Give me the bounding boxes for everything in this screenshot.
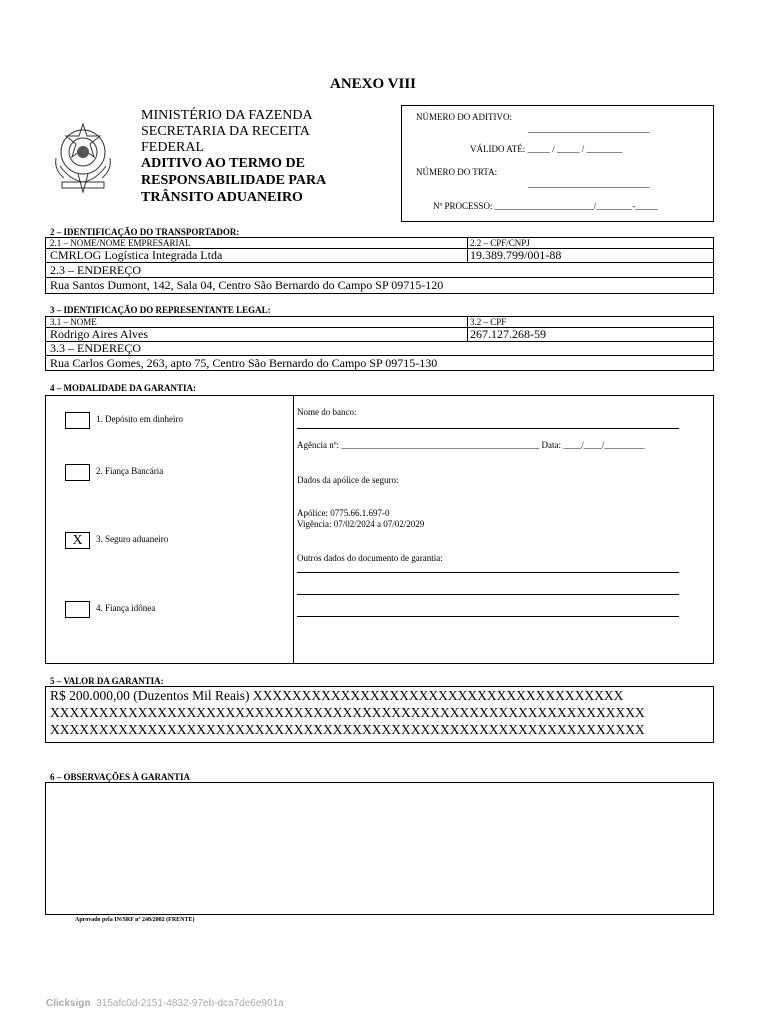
fianca-bancaria-label: 2. Fiança Bancária — [96, 466, 164, 476]
nome-banco-label: Nome do banco: — [297, 407, 357, 417]
seguro-aduaneiro-checkbox[interactable]: X — [65, 532, 90, 549]
section-5-title: 5 – VALOR DA GARANTIA: — [50, 676, 164, 686]
numero-trta-label: NÚMERO DO TRTA: — [416, 167, 498, 177]
numero-aditivo-field[interactable]: ___________________________ — [528, 124, 650, 134]
outros-line-3[interactable] — [297, 616, 679, 617]
garantia-box — [45, 395, 714, 664]
valido-ate-field[interactable]: VÁLIDO ATÉ: _____ / _____ / ________ — [470, 144, 623, 154]
representante-endereco-label: 3.3 – ENDEREÇO — [50, 342, 141, 355]
clicksign-brand: Clicksign — [46, 998, 91, 1009]
fianca-idonea-checkbox[interactable] — [65, 601, 90, 618]
outros-dados-label: Outros dados do documento de garantia: — [297, 553, 443, 563]
nome-empresarial-label: 2.1 – NOME/NOME EMPRESARIAL — [50, 238, 191, 248]
representante-table — [45, 316, 714, 371]
form-title-3: TRÂNSITO ADUANEIRO — [141, 190, 303, 205]
aditivo-info-box — [401, 105, 714, 222]
deposito-label: 1. Depósito em dinheiro — [96, 414, 183, 424]
fianca-idonea-label: 4. Fiança idônea — [96, 603, 156, 613]
valor-line-1: R$ 200.000,00 (Duzentos Mil Reais) XXXXXXXXXXXXXXXXXXXXXXXXXXXXXXXXXXXXXX — [50, 689, 624, 703]
section-4-title: 4 – MODALIDADE DA GARANTIA: — [50, 383, 197, 393]
secretariat-name-1: SECRETARIA DA RECEITA — [141, 124, 310, 139]
seguro-aduaneiro-label: 3. Seguro aduaneiro — [96, 534, 169, 544]
fianca-bancaria-checkbox[interactable] — [65, 464, 90, 481]
processo-field[interactable]: Nº PROCESSO: ______________________/________-_____ — [433, 201, 658, 211]
numero-aditivo-label: NÚMERO DO ADITIVO: — [416, 112, 512, 122]
representante-address: Rua Carlos Gomes, 263, apto 75, Centro São Bernardo do Campo SP 09715-130 — [50, 357, 438, 370]
approval-note: Aprovado pela IN/SRF nº 248/2002 (FRENTE) — [75, 917, 195, 923]
nome-banco-line[interactable] — [297, 428, 679, 429]
apolice-dados-label: Dados da apólice de seguro: — [297, 475, 399, 485]
form-title-2: RESPONSABILIDADE PARA — [141, 173, 327, 188]
secretariat-name-2: FEDERAL — [141, 140, 204, 155]
transportador-table — [45, 237, 714, 294]
valor-line-3: XXXXXXXXXXXXXXXXXXXXXXXXXXXXXXXXXXXXXXXXXXXXXXXXXXXXXXXXXXXXX — [50, 723, 645, 737]
deposito-checkbox[interactable] — [65, 412, 90, 429]
transportador-name: CMRLOG Logística Integrada Ltda — [50, 249, 223, 262]
ministry-name: MINISTÉRIO DA FAZENDA — [141, 108, 313, 123]
cpf-cnpj-label: 2.2 – CPF/CNPJ — [470, 238, 530, 248]
coat-of-arms-icon — [50, 118, 116, 194]
page-title: ANEXO VIII — [330, 76, 416, 92]
section-2-title: 2 – IDENTIFICAÇÃO DO TRANSPORTADOR: — [50, 227, 240, 237]
transportador-address: Rua Santos Dumont, 142, Sala 04, Centro São Bernardo do Campo SP 09715-120 — [50, 279, 444, 292]
representante-name: Rodrigo Aires Alves — [50, 328, 148, 341]
outros-line-1[interactable] — [297, 572, 679, 573]
section-6-title: 6 – OBSERVAÇÕES À GARANTIA — [50, 772, 191, 782]
document-hash: 315afc0d-2151-4832-97eb-dca7de6e901a — [96, 998, 284, 1009]
valor-line-2: XXXXXXXXXXXXXXXXXXXXXXXXXXXXXXXXXXXXXXXXXXXXXXXXXXXXXXXXXXXXX — [50, 706, 645, 720]
representante-cpf-label: 3.2 – CPF — [470, 317, 507, 327]
form-title-1: ADITIVO AO TERMO DE — [141, 156, 305, 171]
outros-line-2[interactable] — [297, 594, 679, 595]
representante-nome-label: 3.1 – NOME — [50, 317, 97, 327]
apolice-number: Apólice: 0775.66.1.697-0 — [297, 508, 390, 518]
observacoes-box[interactable] — [45, 782, 714, 915]
clicksign-footer — [46, 998, 284, 1009]
transportador-cnpj: 19.389.799/001-88 — [470, 249, 562, 262]
vigencia-dates: Vigência: 07/02/2024 a 07/02/2029 — [297, 519, 425, 529]
section-3-title: 3 – IDENTIFICAÇÃO DO REPRESENTANTE LEGAL: — [50, 305, 271, 315]
endereco-label: 2.3 – ENDEREÇO — [50, 264, 141, 277]
valor-box — [45, 686, 714, 743]
numero-trta-field[interactable]: ___________________________ — [528, 179, 650, 189]
representante-cpf: 267.127.268-59 — [470, 328, 546, 341]
agencia-data-field[interactable]: Agência nº: ____________________________________________ Data: ____/____/_________ — [297, 440, 645, 450]
